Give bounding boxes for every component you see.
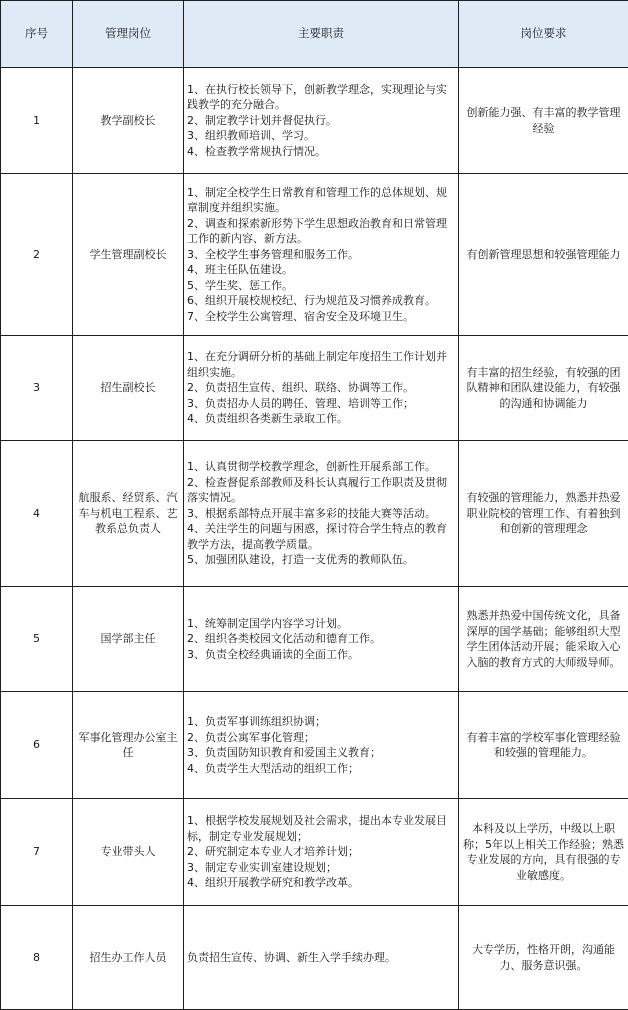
duty-item: 2、检查督促系部教师及科长认真履行工作职责及贯彻落实情况。 <box>187 475 455 506</box>
duty-item: 负责招生宣传、协调、新生入学手续办理。 <box>187 950 455 966</box>
duties-cell <box>184 174 459 336</box>
position-title: 军事化管理办公室主任 <box>73 692 184 799</box>
table-row <box>1 174 628 336</box>
duty-item: 3、负责全校经典诵读的全面工作。 <box>187 647 455 663</box>
table-row <box>1 906 628 1010</box>
duties-cell <box>184 68 459 174</box>
duties-cell <box>184 906 459 1010</box>
duty-item: 5、加强团队建设，打造一支优秀的教师队伍。 <box>187 552 455 568</box>
header-position: 管理岗位 <box>73 1 184 68</box>
requirements-cell: 大专学历，性格开朗，沟通能力、服务意识强。 <box>459 906 628 1010</box>
requirements-cell: 有创新管理思想和较强管理能力 <box>459 174 628 336</box>
requirements-cell: 熟悉并热爱中国传统文化，具备深厚的国学基础；能够组织大型学生团体活动开展；能采取入心入脑的教育方式的大师级导师。 <box>459 587 628 692</box>
duties-cell <box>184 692 459 799</box>
row-number: 2 <box>1 174 73 336</box>
duty-item: 1、制定全校学生日常教育和管理工作的总体规划、规章制度并组织实施。 <box>187 185 455 216</box>
duty-item: 3、组织教师培训、学习。 <box>187 128 455 144</box>
duty-item: 6、组织开展校规校纪、行为规范及习惯养成教育。 <box>187 293 455 309</box>
row-number: 4 <box>1 441 73 587</box>
duty-item: 4、检查教学常规执行情况。 <box>187 144 455 160</box>
position-title: 航服系、经贸系、汽车与机电工程系、艺教系总负责人 <box>73 441 184 587</box>
duty-item: 3、制定专业实训室建设规划； <box>187 860 455 876</box>
row-number: 8 <box>1 906 73 1010</box>
header-requirements: 岗位要求 <box>459 1 628 68</box>
header-duties: 主要职责 <box>184 1 459 68</box>
row-number: 3 <box>1 336 73 441</box>
duty-item: 1、在充分调研分析的基础上制定年度招生工作计划并组织实施。 <box>187 349 455 380</box>
duties-cell <box>184 799 459 906</box>
position-title: 国学部主任 <box>73 587 184 692</box>
duty-item: 3、负责招办人员的聘任、管理、培训等工作； <box>187 396 455 412</box>
duty-item: 1、统筹制定国学内容学习计划。 <box>187 616 455 632</box>
duty-item: 2、负责公寓军事化管理； <box>187 730 455 746</box>
duty-item: 2、制定教学计划并督促执行。 <box>187 113 455 129</box>
position-title: 学生管理副校长 <box>73 174 184 336</box>
duty-item: 3、负责国防知识教育和爱国主义教育； <box>187 745 455 761</box>
position-title: 教学副校长 <box>73 68 184 174</box>
duty-item: 1、认真贯彻学校教学理念，创新性开展系部工作。 <box>187 459 455 475</box>
duties-cell <box>184 336 459 441</box>
duty-item: 4、班主任队伍建设。 <box>187 262 455 278</box>
table-row <box>1 68 628 174</box>
table-row <box>1 692 628 799</box>
requirements-cell: 有较强的管理能力，熟悉并热爱职业院校的管理工作、有着独到和创新的管理理念 <box>459 441 628 587</box>
duty-item: 4、负责组织各类新生录取工作。 <box>187 411 455 427</box>
duty-item: 4、负责学生大型活动的组织工作； <box>187 761 455 777</box>
table-row <box>1 441 628 587</box>
duty-item: 1、根据学校发展规划及社会需求，提出本专业发展目标，制定专业发展规划； <box>187 813 455 844</box>
duty-item: 5、学生奖、惩工作。 <box>187 278 455 294</box>
requirements-cell: 有丰富的招生经验，有较强的团队精神和团队建设能力，有较强的沟通和协调能力 <box>459 336 628 441</box>
row-number: 1 <box>1 68 73 174</box>
position-title: 招生副校长 <box>73 336 184 441</box>
duty-item: 2、组织各类校园文化活动和德育工作。 <box>187 631 455 647</box>
duty-item: 2、调查和探索新形势下学生思想政治教育和日常管理工作的新内容、新方法。 <box>187 216 455 247</box>
header-row <box>1 1 628 68</box>
duties-cell <box>184 441 459 587</box>
duty-item: 2、负责招生宣传、组织、联络、协调等工作。 <box>187 380 455 396</box>
table-row <box>1 799 628 906</box>
header-seq: 序号 <box>1 1 73 68</box>
requirements-cell: 创新能力强、有丰富的教学管理经验 <box>459 68 628 174</box>
duty-item: 1、负责军事训练组织协调； <box>187 714 455 730</box>
duty-item: 4、关注学生的问题与困惑，探讨符合学生特点的教育教学方法，提高教学质量。 <box>187 521 455 552</box>
position-title: 专业带头人 <box>73 799 184 906</box>
table-row <box>1 587 628 692</box>
requirements-cell: 有着丰富的学校军事化管理经验和较强的管理能力。 <box>459 692 628 799</box>
duty-item: 2、研究制定本专业人才培养计划； <box>187 844 455 860</box>
table-row <box>1 336 628 441</box>
duty-item: 1、在执行校长领导下，创新教学理念，实现理论与实践教学的充分融合。 <box>187 82 455 113</box>
duty-item: 4、组织开展教学研究和教学改革。 <box>187 875 455 891</box>
duties-cell <box>184 587 459 692</box>
duty-item: 7、全校学生公寓管理、宿舍安全及环境卫生。 <box>187 309 455 325</box>
row-number: 7 <box>1 799 73 906</box>
row-number: 5 <box>1 587 73 692</box>
duty-item: 3、根据系部特点开展丰富多彩的技能大赛等活动。 <box>187 506 455 522</box>
position-title: 招生办工作人员 <box>73 906 184 1010</box>
requirements-cell: 本科及以上学历，中级以上职称；5年以上相关工作经验；熟悉专业发展的方向，具有很强的专业敏感度。 <box>459 799 628 906</box>
row-number: 6 <box>1 692 73 799</box>
duty-item: 3、全校学生事务管理和服务工作。 <box>187 247 455 263</box>
